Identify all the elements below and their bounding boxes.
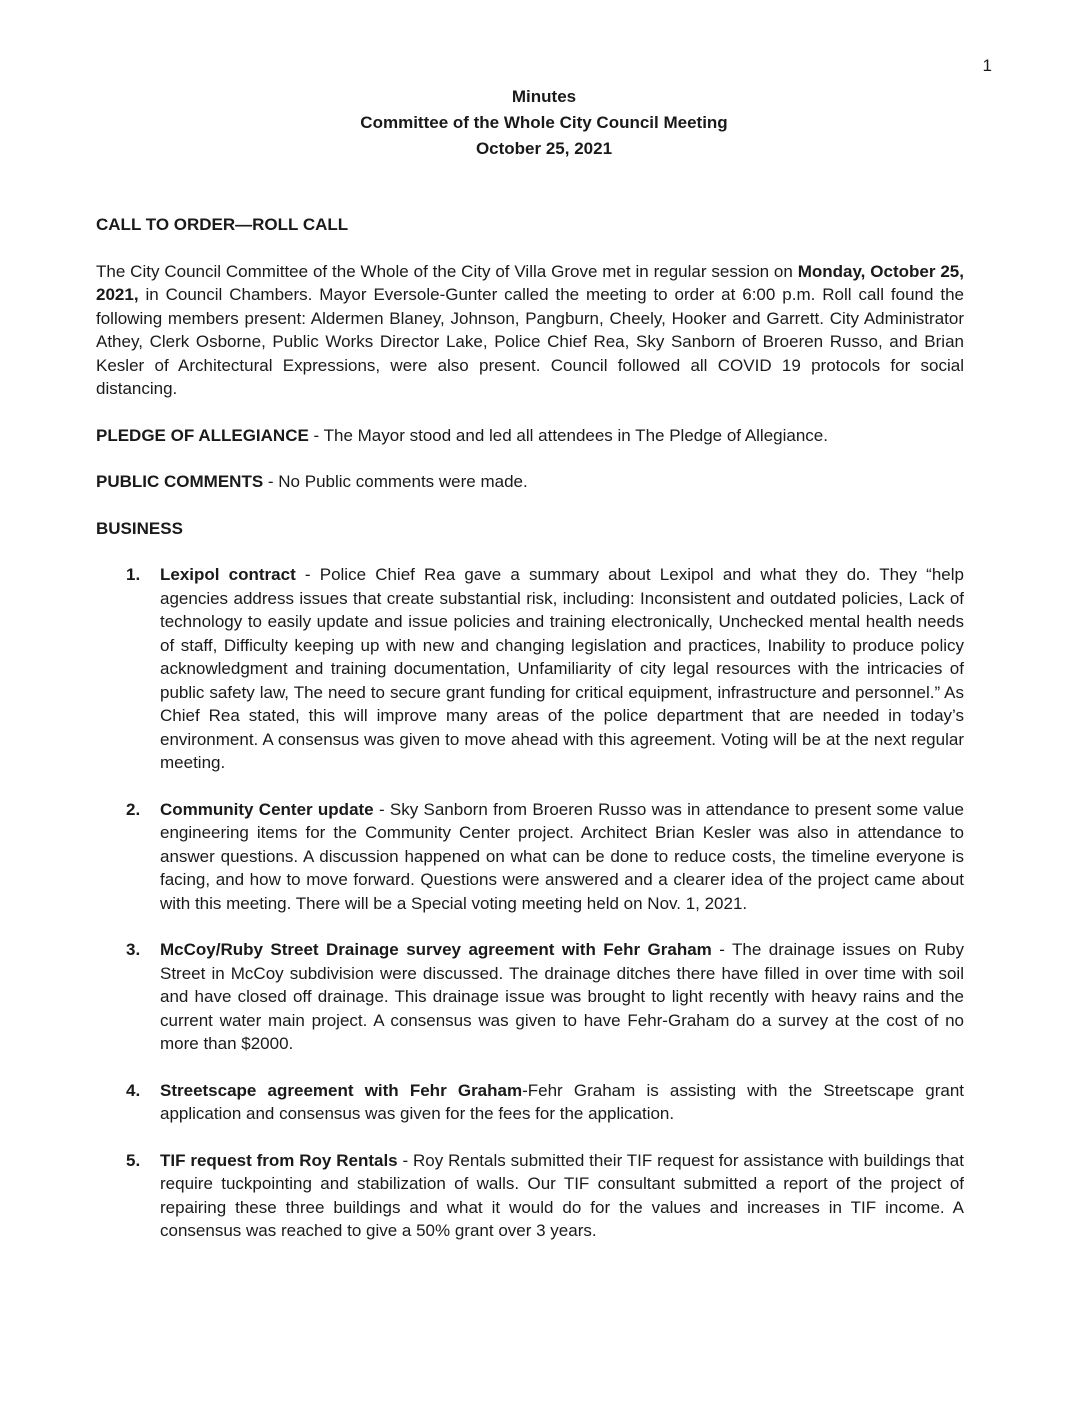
business-list: [96, 563, 964, 1243]
item-number: 4.: [126, 1080, 141, 1100]
call-to-order-heading: CALL TO ORDER—ROLL CALL: [96, 215, 349, 234]
call-to-order-paragraph: [96, 260, 964, 401]
page-number: 1: [982, 56, 992, 75]
item-text: - Sky Sanborn from Broeren Russo was in attendance to present some value engineering items for the Community Center project. Architect Brian Kesler was also in attendance to answer questions. A discussion happened on what can be done to reduce costs, the timeline everyone is facing, and how to move forward. Questions were answered and a clearer idea of the project came about with this meeting. There will be a Special voting meeting held on Nov. 1, 2021.: [160, 799, 964, 913]
item-text: - Roy Rentals submitted their TIF request for assistance with buildings that require tuckpointing and stabilization of walls. Our TIF consultant submitted a report of the project of repairing these three buildings and what it would do for the values and increases in TIF income. A consensus was reached to give a 50% grant over 3 years.: [160, 1150, 964, 1240]
item-text: - Police Chief Rea gave a summary about Lexipol and what they do. They “help agencies address issues that create substantial risk, including: Inconsistent and outdated policies, Lack of technology to easily update and issue policies and training electronically, Unchecked mental health needs of staff, Difficulty keeping up with new and changing legislation and practices, Inability to produce policy acknowledgment and training documentation, Unfamiliarity of city legal resources with the intricacies of public safety law, The need to secure grant funding for critical equipment, infrastructure and personnel.” As Chief Rea stated, this will improve many areas of the police department that are needed in today’s environment. A consensus was given to move ahead with this agreement. Voting will be at the next regular meeting.: [160, 565, 964, 772]
business-item-community-center: [96, 798, 964, 916]
pledge-text: - The Mayor stood and led all attendees in The Pledge of Allegiance.: [308, 425, 828, 445]
business-item-lexipol: [96, 563, 964, 775]
public-comments-paragraph: [96, 470, 964, 494]
item-title: Streetscape agreement with Fehr Graham: [160, 1080, 523, 1100]
call-to-order-text-b: in Council Chambers. Mayor Eversole-Gunter called the meeting to order at 6:00 p.m. Roll call found the following members present: Aldermen Blaney, Johnson, Pangburn, Cheely, Hooker and Garrett. City Administrator Athey, Clerk Osborne, Public Works Director Lake, Police Chief Rea, Sky Sanborn of Broeren Russo, and Brian Kesler of Architectural Expressions, were also present. Council followed all COVID 19 protocols for social distancing.: [96, 285, 964, 398]
document-header: [0, 84, 1088, 162]
item-number: 5.: [126, 1150, 141, 1170]
item-text: - The drainage issues on Ruby Street in McCoy subdivision were discussed. The drainage ditches there have filled in over time with soil and have closed off drainage. This drainage issue was brought to light recently with heavy rains and the current water main project. A consensus was given to have Fehr-Graham do a survey at the cost of no more than $2000.: [160, 940, 965, 1053]
item-number: 2.: [126, 799, 141, 819]
item-title: Lexipol contract: [160, 565, 296, 584]
call-to-order-text-a: The City Council Committee of the Whole of the City of Villa Grove met in regular session on: [96, 261, 798, 281]
business-item-tif-request: [96, 1149, 964, 1243]
header-title: Minutes: [511, 87, 577, 106]
business-heading: BUSINESS: [96, 518, 183, 538]
business-item-streetscape: [96, 1079, 964, 1126]
item-number: 1.: [126, 565, 141, 584]
meeting-date-bold: Monday, October 25, 2021,: [96, 261, 964, 304]
item-title: Community Center update: [160, 799, 374, 819]
public-comments-label: PUBLIC COMMENTS: [96, 472, 264, 491]
minutes-body: [96, 213, 964, 1266]
item-title: McCoy/Ruby Street Drainage survey agreement with Fehr Graham: [160, 940, 712, 959]
header-date: October 25, 2021: [475, 139, 613, 158]
item-text: -Fehr Graham is assisting with the Streetscape grant application and consensus was given for the fees for the application.: [160, 1080, 964, 1123]
business-item-drainage-survey: [96, 938, 964, 1056]
item-number: 3.: [126, 940, 141, 959]
pledge-paragraph: [96, 424, 964, 448]
public-comments-text: - No Public comments were made.: [263, 472, 528, 491]
pledge-label: PLEDGE OF ALLEGIANCE: [96, 425, 309, 445]
item-title: TIF request from Roy Rentals: [160, 1150, 398, 1170]
header-subtitle: Committee of the Whole City Council Meeting: [360, 113, 728, 132]
